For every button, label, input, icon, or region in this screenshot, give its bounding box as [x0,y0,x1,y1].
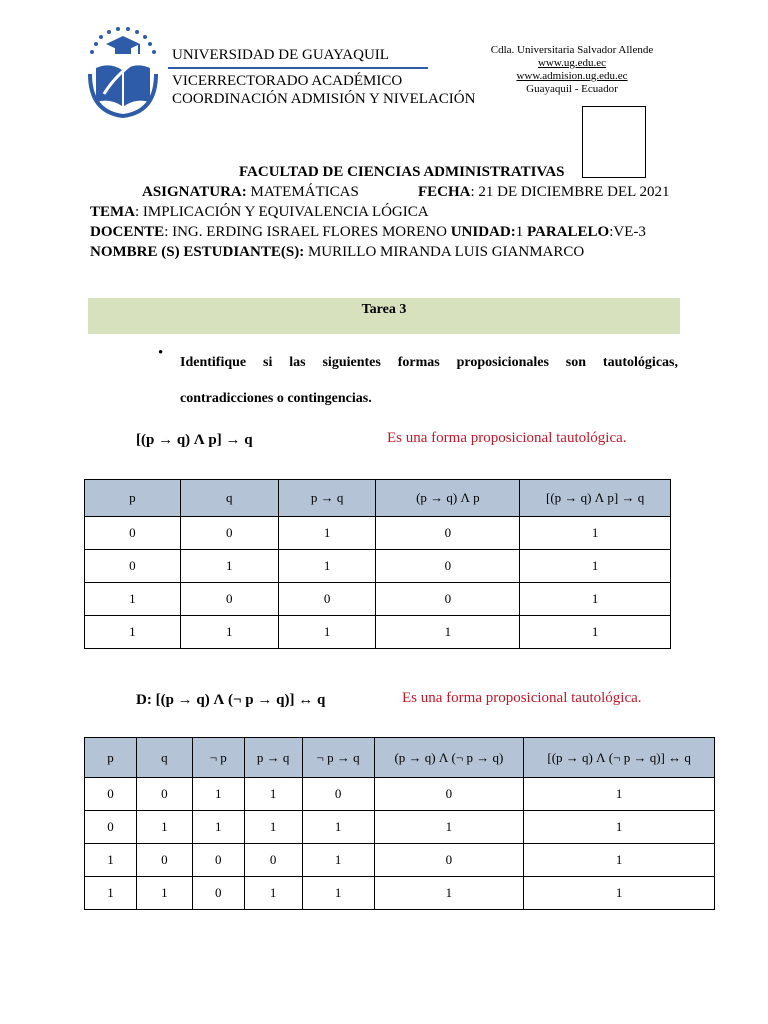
table-cell: 0 [136,844,192,877]
table-cell: 1 [180,616,278,649]
table-cell: 0 [180,583,278,616]
subject-line [142,182,359,202]
exercise1-result: Es una forma proposicional tautológica. [387,430,627,446]
table-row [85,778,715,811]
date-line [418,182,670,202]
table-cell: 1 [180,550,278,583]
table-cell: 1 [136,877,192,910]
table-cell: 1 [278,550,376,583]
table-cell: 1 [374,811,524,844]
table-cell: 0 [85,811,137,844]
table-cell: 1 [85,877,137,910]
exercise1-formula: [(p → q) Ʌ p] → q [136,432,253,448]
table-row [85,517,671,550]
table-cell: 0 [278,583,376,616]
parallel-value: :VE-3 [609,224,646,240]
task-instruction: Identifique si las siguientes formas proposicionales son tautológicas, contradicciones o contingencias. [180,355,678,406]
bullet-icon: • [158,345,164,361]
table-cell: 0 [85,550,181,583]
table-cell: 1 [85,616,181,649]
table-cell: 0 [376,517,520,550]
table-cell: 1 [524,877,715,910]
university-name: UNIVERSIDAD DE GUAYAQUIL [172,47,389,63]
table-cell: 1 [278,616,376,649]
table-row [85,550,671,583]
table-cell: 0 [376,583,520,616]
coordination: COORDINACIÓN ADMISIÓN Y NIVELACIÓN [172,91,476,107]
truth-table-2 [84,737,715,910]
table-cell: 1 [302,877,374,910]
table-cell: 1 [520,550,671,583]
header-cell: [(p → q) Ʌ p] → q [520,480,671,517]
table-cell: 0 [374,844,524,877]
table-cell: 1 [524,844,715,877]
header-rule [168,67,428,69]
table-cell: 1 [302,844,374,877]
table-cell: 0 [244,844,302,877]
header-cell: [(p → q) Ʌ (¬ p → q)] ↔ q [524,738,715,778]
table-row [85,811,715,844]
header-cell: p [85,738,137,778]
table-cell: 1 [85,583,181,616]
table-cell: 1 [520,616,671,649]
table-cell: 1 [136,811,192,844]
teacher-label: DOCENTE [90,224,165,240]
faculty-name: FACULTAD DE CIENCIAS ADMINISTRATIVAS [239,164,565,180]
table-cell: 0 [180,517,278,550]
contact-block [488,44,656,96]
table-row [85,583,671,616]
exercise2-formula: D: [(p → q) Ʌ (¬ p → q)] ↔ q [136,692,326,708]
unit-label: UNIDAD: [450,224,516,240]
unit-value: 1 [515,224,527,240]
task-banner [88,298,680,334]
table-cell: 1 [520,517,671,550]
table-cell: 0 [376,550,520,583]
date-value: : 21 DE DICIEMBRE DEL 2021 [470,184,670,200]
header-cell: (p → q) Ʌ (¬ p → q) [374,738,524,778]
task-title: Tarea 3 [361,302,407,317]
city: Guayaquil - Ecuador [526,83,618,95]
header-cell: q [136,738,192,778]
table-row [85,616,671,649]
table-cell: 1 [244,778,302,811]
teacher-line [90,222,646,242]
table-row [85,844,715,877]
table-cell: 1 [374,877,524,910]
table-cell: 1 [244,877,302,910]
header-cell: p → q [278,480,376,517]
table-cell: 1 [85,844,137,877]
table-cell: 1 [192,778,244,811]
table-cell: 1 [524,811,715,844]
header-cell: (p → q) Ʌ p [376,480,520,517]
table-cell: 0 [85,778,137,811]
table-cell: 0 [136,778,192,811]
table-cell: 1 [302,811,374,844]
university-logo [82,24,164,120]
topic-value: : IMPLICACIÓN Y EQUIVALENCIA LÓGICA [135,204,429,220]
table-header-row [85,480,671,517]
header-cell: q [180,480,278,517]
student-line [90,242,584,262]
topic-label: TEMA [90,204,135,220]
subject-label: ASIGNATURA: [142,184,247,200]
header-cell: p [85,480,181,517]
parallel-label: PARALELO [526,224,610,240]
student-value: MURILLO MIRANDA LUIS GIANMARCO [304,244,585,260]
vice-rectorate: VICERRECTORADO ACADÉMICO [172,73,403,89]
table-header-row [85,738,715,778]
header-cell: ¬ p → q [302,738,374,778]
table-cell: 1 [376,616,520,649]
link-admision[interactable]: www.admision.ug.edu.ec [516,70,628,82]
student-label: NOMBRE (S) ESTUDIANTE(S): [90,244,305,260]
table-cell: 0 [192,844,244,877]
table-cell: 0 [85,517,181,550]
header-cell: p → q [244,738,302,778]
table-cell: 1 [278,517,376,550]
table-cell: 1 [524,778,715,811]
table-cell: 0 [192,877,244,910]
subject-value: MATEMÁTICAS [246,184,359,200]
teacher-value: : ING. ERDING ISRAEL FLORES MORENO [164,224,451,240]
truth-table-1 [84,479,671,649]
grade-box [582,106,646,178]
topic-line [90,202,429,222]
link-ug[interactable]: www.ug.edu.ec [537,57,606,69]
table-row [85,877,715,910]
address: Cdla. Universitaria Salvador Allende [490,44,654,56]
date-label: FECHA [418,184,471,200]
table-cell: 1 [192,811,244,844]
exercise2-result: Es una forma proposicional tautológica. [402,690,642,706]
table-cell: 0 [302,778,374,811]
faculty [239,162,565,182]
table-cell: 1 [520,583,671,616]
table-cell: 1 [244,811,302,844]
table-cell: 0 [374,778,524,811]
header-cell: ¬ p [192,738,244,778]
